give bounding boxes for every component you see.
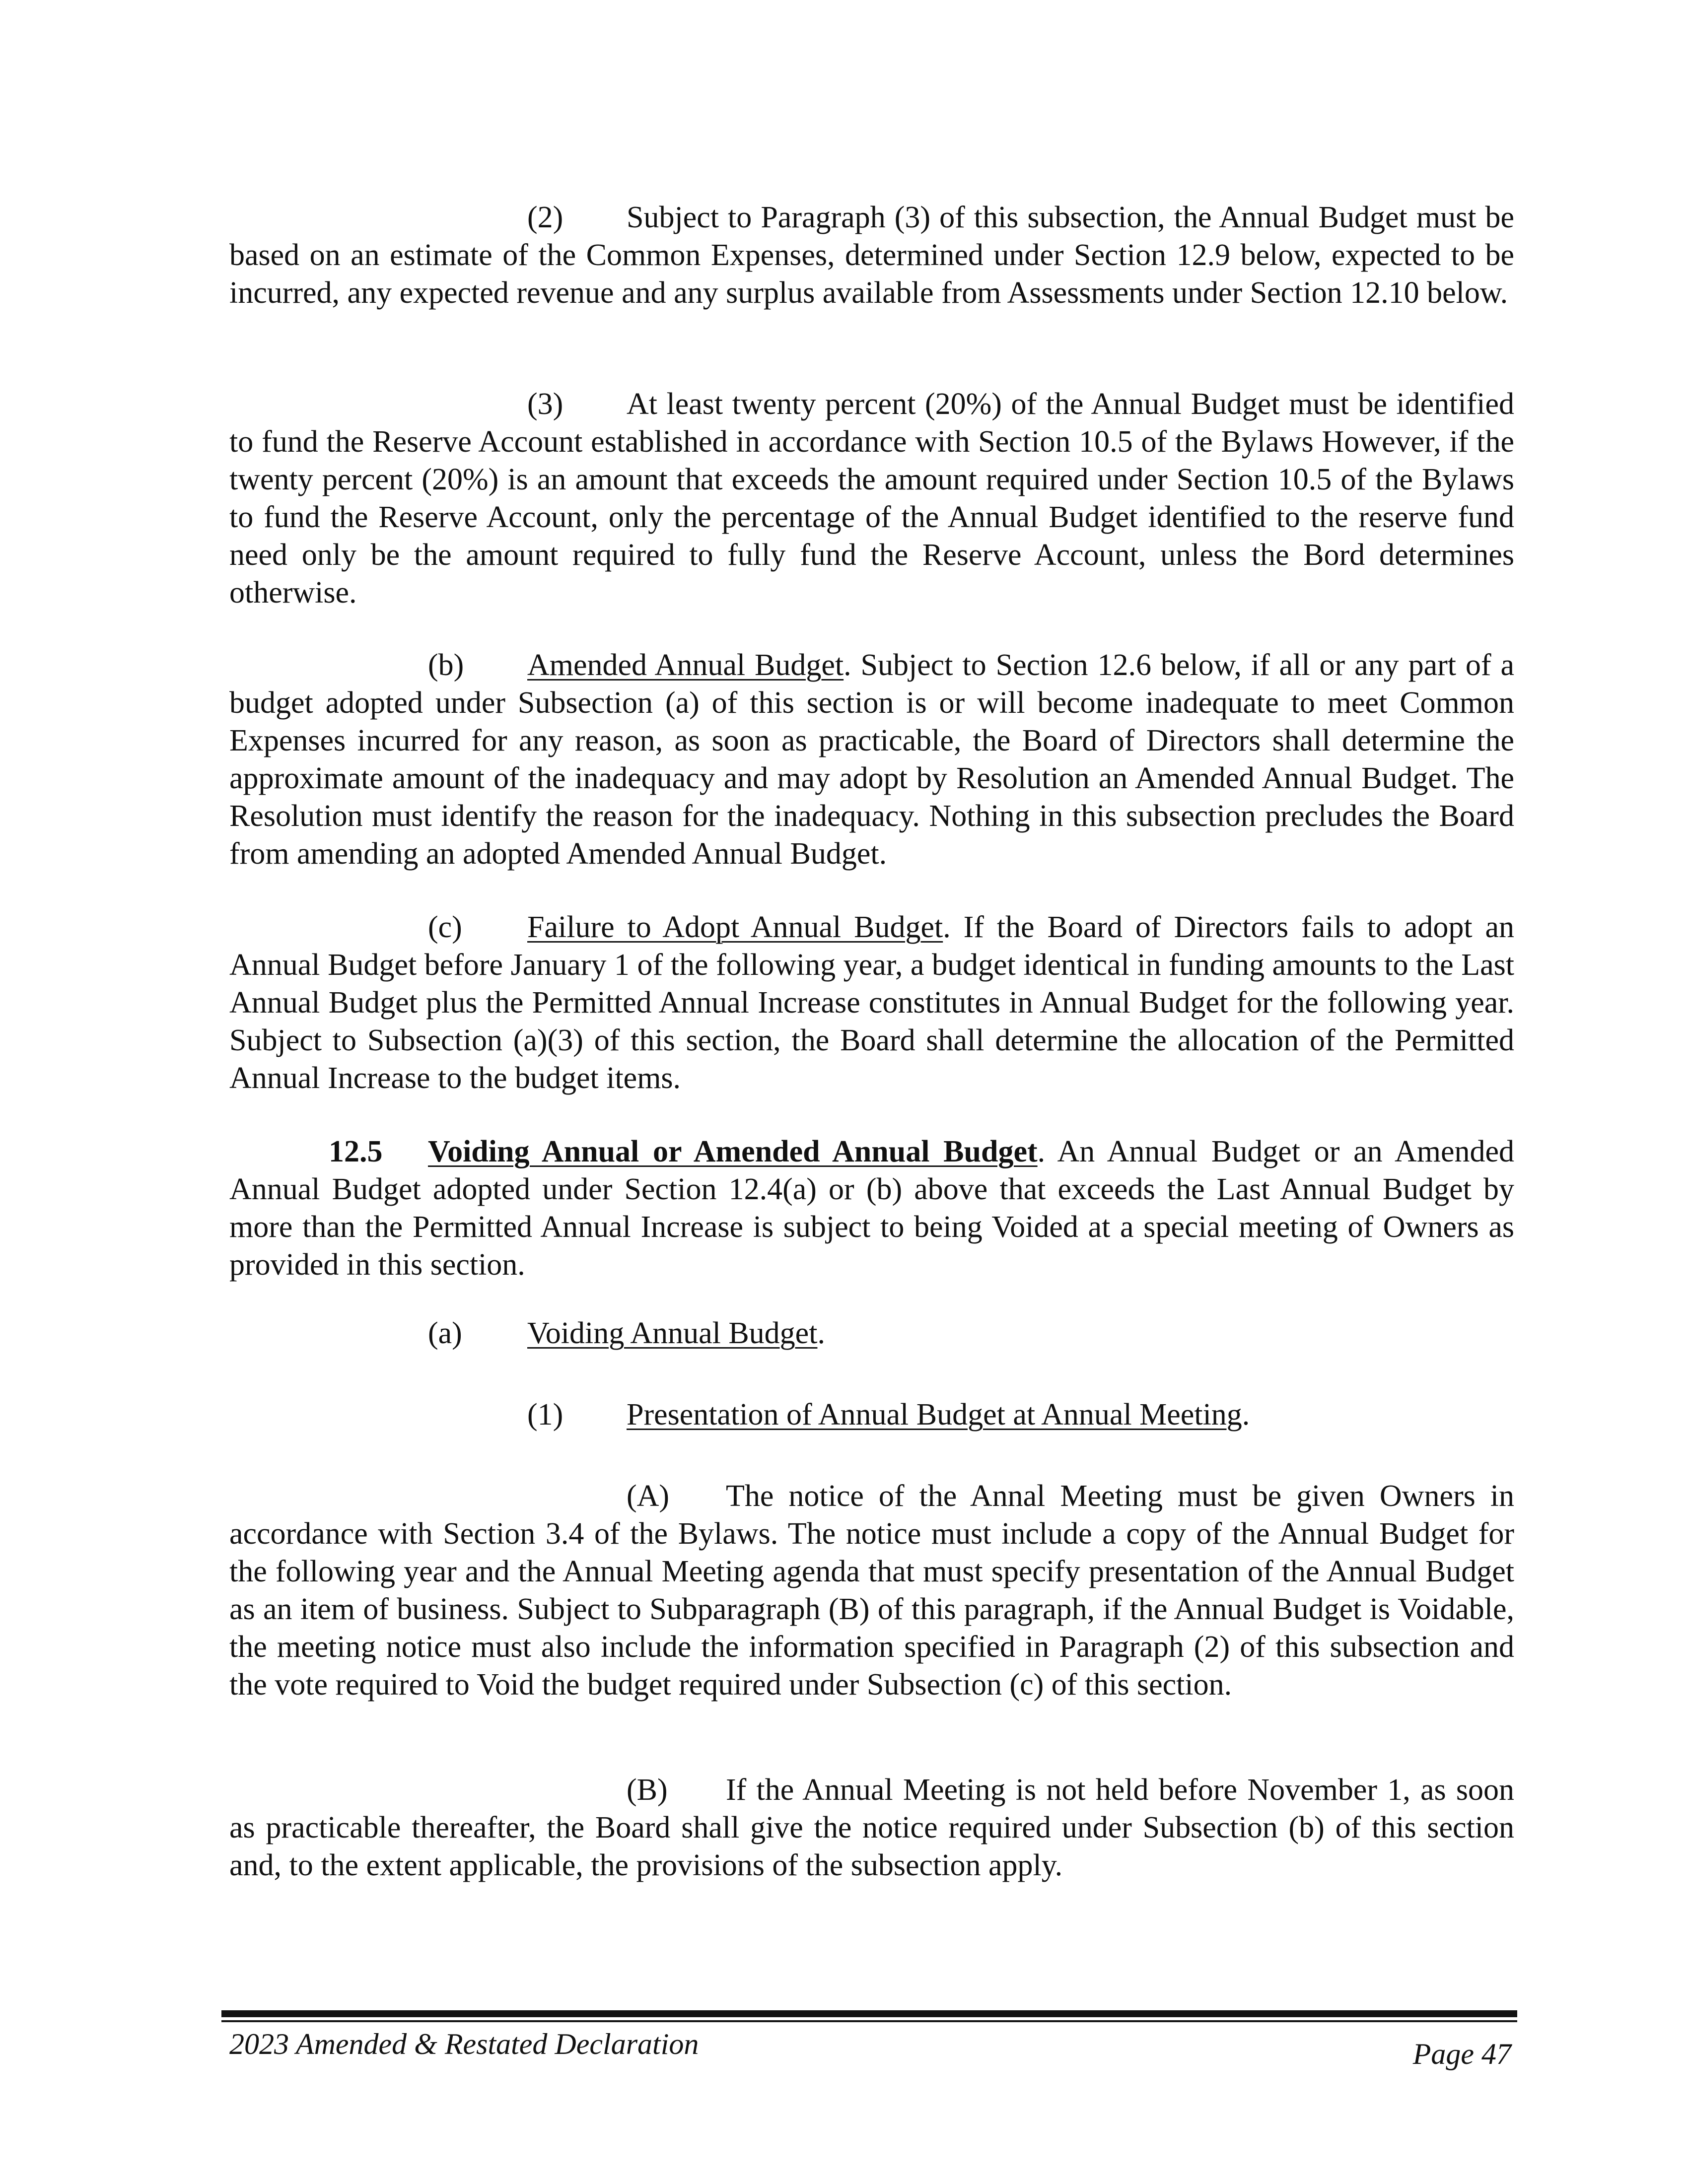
paragraph-text: . [1242,1398,1250,1432]
section-12-5 [229,1133,1514,1284]
paragraph-label: (2) [527,201,563,234]
subsection-label: (b) [428,648,464,682]
section-text: . An Annual Budget or an Amended Annual Budget adopted under Section 12.4(a) or (b) above that exceeds the Last Annual Budget by more than the Permitted Annual Increase is subject to being Voided at a special meeting of Owners as provided in this section. [229,1135,1514,1282]
subparagraph-text: The notice of the Annal Meeting must be given Owners in accordance with Section 3.4 of the Bylaws. The notice must include a copy of the Annual Budget for the following year and the Annual Meeting agenda that must specify presentation of the Annual Budget as an item of business. Subject to Subparagraph (B) of this paragraph, if the Annual Budget is Voidable, the meeting notice must also include the information specified in Paragraph (2) of this subsection and the vote required to Void the budget required under Subsection (c) of this section. [229,1479,1514,1702]
paragraph-text: At least twenty percent (20%) of the Annual Budget must be identified to fund the Reserve Account established in accordance with Section 10.5 of the Bylaws However, if the twenty percent (20%) is an amount that exceeds the amount required under Section 10.5 of the Bylaws to fund the Reserve Account, only the percentage of the Annual Budget identified to the reserve fund need only be the amount required to fully fund the Reserve Account, unless the Bord determines otherwise. [229,387,1514,610]
subparagraph-text: If the Annual Meeting is not held before November 1, as soon as practicable thereafter, the Board shall give the notice required under Subsection (b) of this section and, to the extent applicable, the provisions of the subsection apply. [229,1773,1514,1882]
section-heading: Voiding Annual or Amended Annual Budget [428,1135,1038,1168]
subsection-label: (a) [428,1316,462,1350]
footer-rule-thick [221,2010,1517,2017]
paragraph-3 [229,385,1514,612]
subparagraph-label: (B) [627,1773,668,1807]
subsection-text: . If the Board of Directors fails to adopt an Annual Budget before January 1 of the following year, a budget identical in funding amounts to the Last Annual Budget plus the Permitted Annual Increase constitutes in Annual Budget for the following year. Subject to Subsection (a)(3) of this section, the Board shall determine the allocation of the Permitted Annual Increase to the budget items. [229,910,1514,1095]
paragraph-label: (1) [527,1398,563,1432]
paragraph-label: (3) [527,387,563,421]
subsection-heading: Voiding Annual Budget [527,1316,818,1350]
subparagraph-B [229,1771,1514,1884]
footer-rule-thin [221,2020,1517,2022]
section-number: 12.5 [329,1135,383,1168]
subsection-heading: Amended Annual Budget [527,648,844,682]
subparagraph-label: (A) [627,1479,670,1513]
subsection-c [229,908,1514,1097]
subsection-text: . [817,1316,825,1350]
subsection-text: . Subject to Section 12.6 below, if all or any part of a budget adopted under Subsection (a) of this section is or will become inadequate to meet Common Expenses incurred for any reason, as soon as practicable, the Board of Directors shall determine the approximate amount of the inadequacy and may adopt by Resolution an Amended Annual Budget. The Resolution must identify the reason for the inadequacy. Nothing in this subsection precludes the Board from amending an adopted Amended Annual Budget. [229,648,1514,871]
subsection-heading: Failure to Adopt Annual Budget [527,910,943,944]
paragraph-1 [527,1396,1250,1433]
subparagraph-A [229,1477,1514,1704]
footer-page-number: Page 47 [1412,2038,1511,2070]
subsection-a [428,1314,825,1352]
paragraph-heading: Presentation of Annual Budget at Annual Meeting [627,1398,1242,1432]
subsection-b [229,646,1514,873]
paragraph-text: Subject to Paragraph (3) of this subsection, the Annual Budget must be based on an estimate of the Common Expenses, determined under Section 12.9 below, expected to be incurred, any expected revenue and any surplus available from Assessments under Section 12.10 below. [229,201,1514,310]
subsection-label: (c) [428,910,462,944]
footer-document-title: 2023 Amended & Restated Declaration [229,2028,699,2060]
paragraph-2 [229,199,1514,312]
